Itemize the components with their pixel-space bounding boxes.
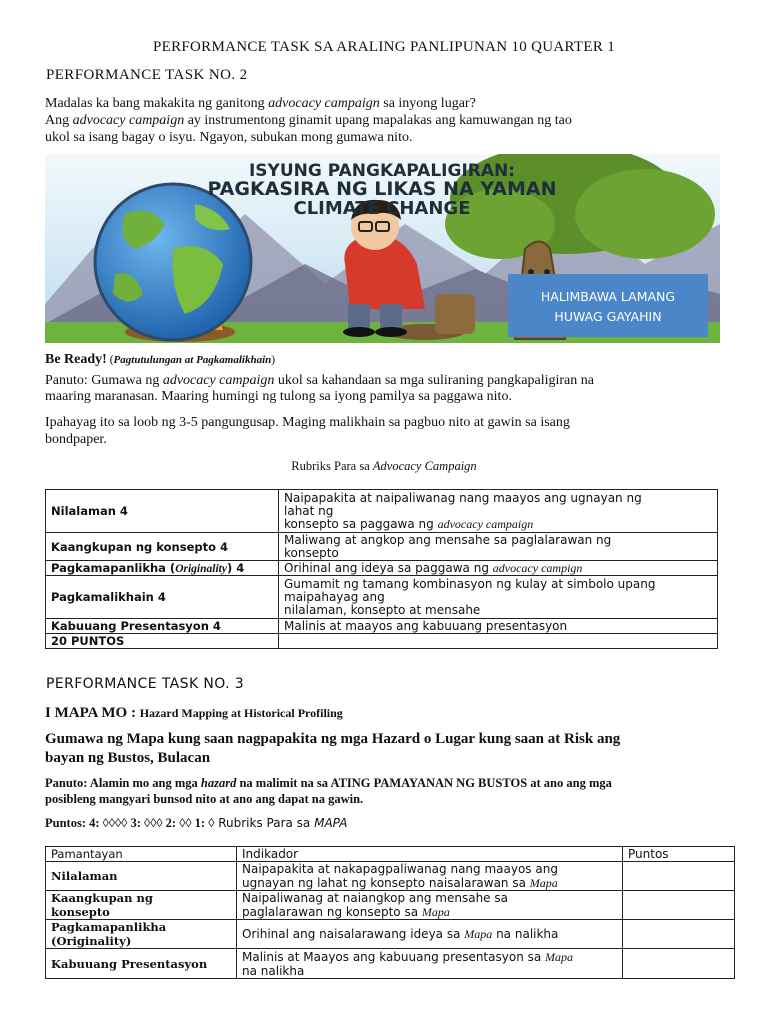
task3-title: I MAPA MO : Hazard Mapping at Historical Profiling xyxy=(45,705,343,721)
rubric-indicator: Naipapakita at naipaliwanag nang maayos ang ugnayan ng lahat ng konsepto sa paggawa ng advocacy campaign xyxy=(279,490,718,533)
rubric-score[interactable] xyxy=(623,920,735,949)
rubric-criterion: Pagkamapanlikha (Originality) xyxy=(46,920,237,949)
rubric-indicator: Orihinal ang naisalarawang ideya sa Mapa na nalikha xyxy=(237,920,623,949)
task2-intro-line3: ukol sa isang bagay o isyu. Ngayon, subukan mong gumawa nito. xyxy=(45,130,413,145)
banner-title-line1: ISYUNG PANGKAPALIGIRAN: xyxy=(248,161,516,181)
task3-heading: PERFORMANCE TASK NO. 3 xyxy=(46,676,245,692)
sample-note-line1: HALIMBAWA LAMANG xyxy=(540,289,676,304)
task2-ipahayag-line1: Ipahayag ito sa loob ng 3-5 pangungusap. Maging malikhain sa pagbuo nito at gawin sa isang xyxy=(45,415,570,430)
rubric-indicator: Maliwang at angkop ang mensahe sa paglalarawan ng konsepto xyxy=(279,533,718,561)
table-row xyxy=(46,490,718,533)
rubric-indicator: Malinis at maayos ang kabuuang presentasyon xyxy=(279,619,718,634)
task3-panuto-line1: Panuto: Alamin mo ang mga hazard na malimit na sa ATING PAMAYANAN NG BUSTOS at ano ang mga xyxy=(45,776,612,790)
rubric-indicator: Naipaliwanag at naiangkop ang mensahe sa paglalarawan ng konsepto sa Mapa xyxy=(237,891,623,920)
rubric-indicator: Malinis at Maayos ang kabuuang presentasyon sa Mapa na nalikha xyxy=(237,949,623,979)
rubric-indicator xyxy=(279,634,718,649)
advocacy-banner xyxy=(45,154,720,343)
task3-instruction-line2: bayan ng Bustos, Bulacan xyxy=(45,750,211,766)
rubric-criterion: Nilalaman 4 xyxy=(46,490,279,533)
task2-intro-line1: Madalas ka bang makakita ng ganitong advocacy campaign sa inyong lugar? xyxy=(45,96,476,111)
task2-panuto-line2: maaring maranasan. Maaring humingi ng tulong sa iyong pamilya sa paggawa nito. xyxy=(45,389,512,404)
rubric-criterion: Kaangkupan ng konsepto xyxy=(46,891,237,920)
map-rubric-table xyxy=(45,846,735,979)
task3-puntos: Puntos: 4: ◊◊◊◊ 3: ◊◊◊ 2: ◊◊ 1: ◊ Rubriks Para sa MAPA xyxy=(45,816,348,830)
sample-note-line2: HUWAG GAYAHIN xyxy=(554,309,662,324)
task3-panuto-line2: posibleng mangyari bunsod nito at ano ang dapat na gawin. xyxy=(45,792,364,806)
task2-intro-line2: Ang advocacy campaign ay instrumentong ginamit upang mapalakas ang kamuwangan ng tao xyxy=(45,113,572,128)
task2-rubric-caption: Rubriks Para sa Advocacy Campaign xyxy=(291,459,477,473)
rubric-indicator: Naipapakita at nakapagpaliwanag nang maayos ang ugnayan ng lahat ng konsepto naisalarawan sa Mapa xyxy=(237,862,623,891)
table-row xyxy=(46,634,718,649)
rubric-criterion: Nilalaman xyxy=(46,862,237,891)
rubric-indicator: Gumamit ng tamang kombinasyon ng kulay at simbolo upang maipahayag ang nilalaman, konsepto at mensahe xyxy=(279,576,718,619)
rubric-criterion: Kabuuang Presentasyon 4 xyxy=(46,619,279,634)
rubric-score[interactable] xyxy=(623,862,735,891)
table-row xyxy=(46,891,735,920)
banner-illustration xyxy=(45,154,720,343)
banner-title-line2: PAGKASIRA NG LIKAS NA YAMAN xyxy=(207,178,557,200)
task2-ipahayag-line2: bondpaper. xyxy=(45,432,107,447)
rubric-score[interactable] xyxy=(623,891,735,920)
table-header-row xyxy=(46,847,735,862)
table-row xyxy=(46,533,718,561)
rubric-total: 20 PUNTOS xyxy=(46,634,279,649)
table-row xyxy=(46,862,735,891)
table-row xyxy=(46,920,735,949)
table-row xyxy=(46,619,718,634)
table-row xyxy=(46,949,735,979)
advocacy-rubric-table xyxy=(45,489,718,649)
rubric-criterion: Kaangkupan ng konsepto 4 xyxy=(46,533,279,561)
rubric-criterion: Kabuuang Presentasyon xyxy=(46,949,237,979)
sample-note-box xyxy=(508,274,708,337)
rubric-criterion: Pagkamalikhain 4 xyxy=(46,576,279,619)
column-header: Puntos xyxy=(623,847,735,862)
column-header: Pamantayan xyxy=(46,847,237,862)
table-row xyxy=(46,576,718,619)
task2-panuto-line1: Panuto: Gumawa ng advocacy campaign ukol sa kahandaan sa mga suliraning pangkapaligiran na xyxy=(45,373,594,388)
column-header: Indikador xyxy=(237,847,623,862)
task2-heading: PERFORMANCE TASK NO. 2 xyxy=(46,67,248,83)
be-ready-heading: Be Ready! (Pagtutulungan at Pagkamalikhain) xyxy=(45,352,276,367)
page-title: PERFORMANCE TASK SA ARALING PANLIPUNAN 10 QUARTER 1 xyxy=(152,39,615,55)
rubric-criterion: Pagkamapanlikha (Originality) 4 xyxy=(46,561,279,576)
globe-icon xyxy=(95,184,251,340)
rubric-indicator: Orihinal ang ideya sa paggawa ng advocacy campign xyxy=(279,561,718,576)
task3-instruction-line1: Gumawa ng Mapa kung saan nagpapakita ng mga Hazard o Lugar kung saan at Risk ang xyxy=(45,731,621,747)
table-row xyxy=(46,561,718,576)
banner-title-line3: CLIMATE CHANGE xyxy=(293,198,471,219)
rubric-score[interactable] xyxy=(623,949,735,979)
